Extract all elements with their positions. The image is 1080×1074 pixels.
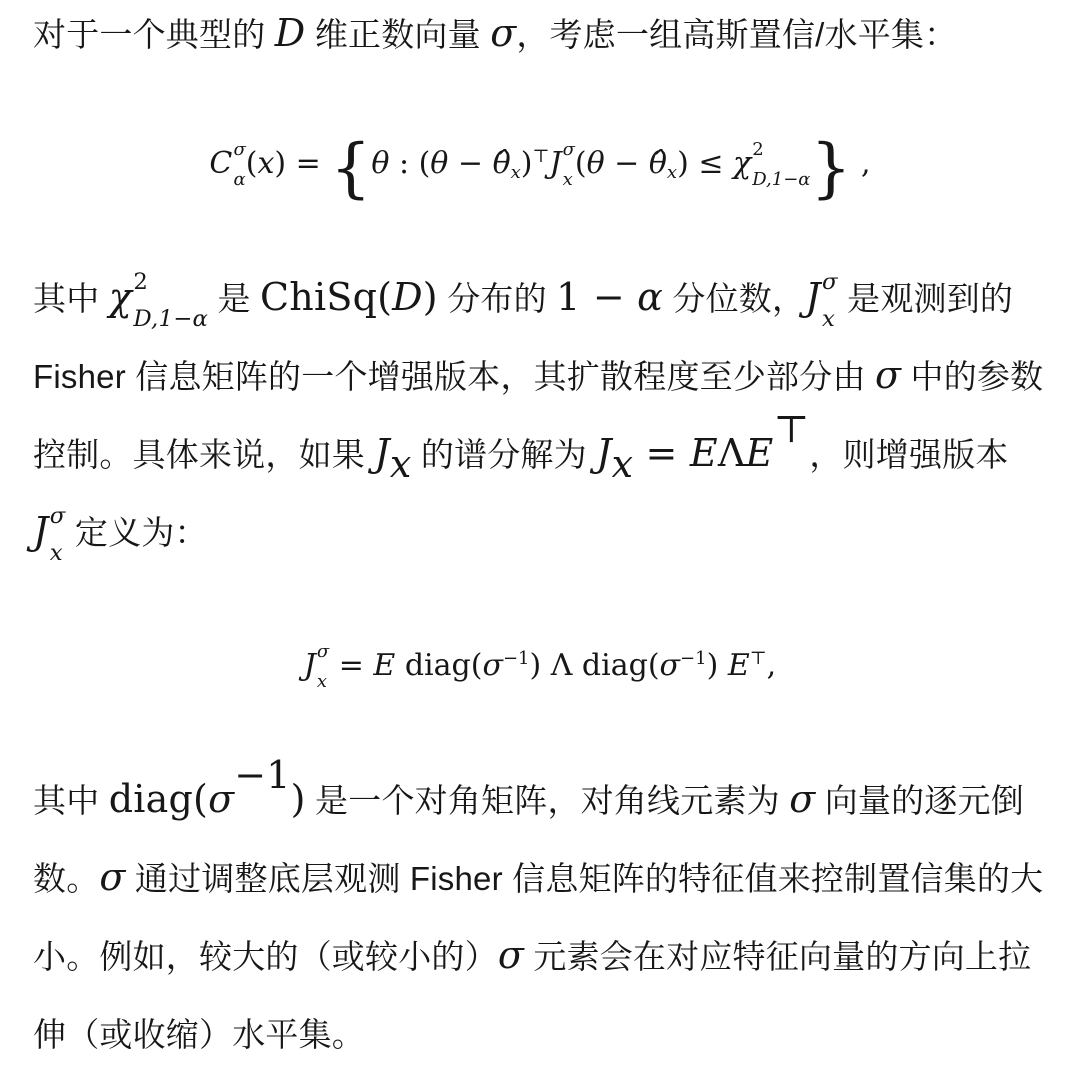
math-superscript: ⊤ bbox=[749, 647, 767, 669]
math-superscript: ⊤ bbox=[773, 407, 810, 452]
math-var: σ bbox=[490, 11, 517, 55]
math-roman: − bbox=[604, 146, 649, 181]
text-run: 是一个对角矩阵，对角线元素为 bbox=[305, 782, 790, 819]
math-superscript: ⊤ bbox=[532, 145, 550, 167]
math-superscript: σ bbox=[822, 268, 838, 295]
math-var: E bbox=[689, 431, 718, 475]
math-var: θ bbox=[430, 146, 449, 181]
math-subscript: x bbox=[510, 162, 521, 184]
text-run: 对于一个典型的 bbox=[33, 16, 275, 53]
text-run: ，则增强版本 bbox=[809, 436, 1009, 473]
math-roman: , bbox=[851, 146, 871, 181]
math-supsub-base: J bbox=[303, 648, 316, 683]
text-run: 分布的 bbox=[437, 280, 557, 317]
math-subscript: x bbox=[49, 540, 63, 567]
math-subscript: x bbox=[316, 670, 328, 692]
math-roman: ) bbox=[422, 275, 438, 319]
math-superscript: σ bbox=[316, 640, 330, 662]
math-roman: ) bbox=[520, 146, 533, 181]
math-roman: : ( bbox=[389, 146, 431, 181]
math-supsub bbox=[108, 268, 209, 333]
math-supsub-base: J bbox=[549, 146, 562, 181]
text-run: 的谱分解为 bbox=[411, 436, 597, 473]
math-var: θ̂ bbox=[492, 146, 511, 181]
math-subscript: D,1−α bbox=[752, 168, 811, 190]
math-supsub-scripts bbox=[752, 140, 810, 190]
math-subscript: x bbox=[389, 441, 412, 486]
math-supsub-base: χ bbox=[733, 146, 752, 181]
display-formula-augmented-fisher bbox=[33, 620, 1047, 712]
math-var: σ bbox=[789, 777, 816, 821]
math-roman: diag( bbox=[108, 777, 209, 821]
math-roman: = bbox=[633, 431, 690, 475]
math-roman: ) bbox=[290, 777, 306, 821]
math-supsub bbox=[33, 502, 66, 567]
display-formula-confidence-set-inner bbox=[209, 130, 871, 206]
math-var: θ̂ bbox=[648, 146, 667, 181]
math-subscript: x bbox=[666, 162, 678, 184]
math-supsub-scripts bbox=[50, 503, 66, 567]
text-run: 其中 bbox=[33, 782, 109, 819]
math-subscript: x bbox=[562, 168, 573, 190]
math-var: σ bbox=[482, 648, 503, 683]
math-supsub-base: χ bbox=[108, 275, 133, 319]
math-roman: = bbox=[329, 648, 374, 683]
math-brace-icon: { bbox=[330, 130, 372, 206]
math-var: D bbox=[274, 11, 306, 55]
math-superscript: 2 bbox=[752, 138, 764, 160]
math-supsub-base: J bbox=[33, 509, 49, 553]
math-roman: ) ≤ bbox=[677, 146, 733, 181]
math-var: σ bbox=[659, 648, 681, 683]
math-superscript: 2 bbox=[133, 268, 149, 295]
math-roman: ( bbox=[245, 146, 258, 181]
math-var: D bbox=[392, 275, 423, 319]
math-brace-icon: } bbox=[810, 130, 852, 206]
math-roman: , bbox=[766, 648, 777, 683]
text-run: 维正数向量 bbox=[305, 16, 491, 53]
text-run: 其中 bbox=[33, 280, 109, 317]
math-supsub-scripts bbox=[233, 140, 245, 190]
math-subscript: α bbox=[233, 168, 246, 190]
math-roman: − bbox=[448, 146, 493, 181]
math-var: E bbox=[745, 431, 774, 475]
text-run: 中的参数控制。具体来说，如果 bbox=[33, 358, 1044, 473]
math-superscript: −1 bbox=[234, 753, 291, 798]
math-var: E bbox=[373, 648, 396, 683]
math-subscript: x bbox=[611, 441, 634, 486]
math-var: J bbox=[596, 431, 612, 475]
math-supsub-scripts bbox=[317, 642, 329, 692]
math-subscript: x bbox=[822, 306, 836, 333]
math-var: θ bbox=[371, 146, 390, 181]
math-superscript: −1 bbox=[502, 647, 530, 669]
math-supsub bbox=[805, 268, 838, 333]
math-var: σ bbox=[875, 353, 902, 397]
math-roman: Λ bbox=[717, 431, 746, 475]
intro-paragraph bbox=[33, 0, 1047, 70]
text-run: ，考虑一组高斯置信/水平集： bbox=[516, 16, 958, 53]
text-run: 定义为： bbox=[65, 514, 208, 551]
math-var: σ bbox=[208, 777, 235, 821]
math-supsub-scripts bbox=[822, 269, 838, 333]
math-roman: ) = bbox=[274, 146, 331, 181]
math-supsub bbox=[209, 138, 246, 190]
display-formula-augmented-fisher-inner bbox=[303, 640, 777, 692]
math-supsub bbox=[549, 138, 575, 190]
math-roman: ChiSq( bbox=[260, 275, 393, 319]
math-var: σ bbox=[497, 933, 524, 977]
math-var: σ bbox=[99, 855, 126, 899]
math-superscript: −1 bbox=[680, 647, 707, 669]
math-roman: ) bbox=[706, 648, 728, 683]
math-superscript: σ bbox=[49, 502, 66, 529]
body-paragraph-diag bbox=[33, 753, 1047, 1074]
math-supsub bbox=[733, 138, 811, 190]
text-run: 是 bbox=[208, 280, 261, 317]
text-run: 向量的逐元倒数。 bbox=[33, 782, 1024, 897]
math-var: E bbox=[727, 648, 750, 683]
math-roman: ) Λ diag( bbox=[529, 648, 660, 683]
math-roman: diag( bbox=[395, 648, 483, 683]
math-supsub bbox=[303, 640, 330, 692]
math-roman: ( bbox=[574, 146, 587, 181]
body-paragraph-fisher bbox=[33, 260, 1047, 572]
math-roman: 1 − bbox=[556, 275, 638, 319]
text-run: 通过调整底层观测 Fisher 信息矩阵的特征值来控制置信集的大小。例如，较大的（或较小的） bbox=[33, 860, 1044, 975]
math-superscript: σ bbox=[562, 138, 575, 160]
math-supsub-base: C bbox=[209, 146, 233, 181]
text-run: 是观测到的 Fisher 信息矩阵的一个增强版本，其扩散程度至少部分由 bbox=[33, 280, 1014, 395]
text-run: 元素会在对应特征向量的方向上拉伸（或收缩）水平集。 bbox=[33, 938, 1032, 1053]
math-var: x bbox=[257, 146, 275, 181]
display-formula-confidence-set bbox=[33, 118, 1047, 210]
math-supsub-scripts bbox=[133, 269, 208, 333]
document-body bbox=[33, 0, 1047, 1074]
math-supsub-base: J bbox=[805, 275, 821, 319]
math-var: J bbox=[374, 431, 390, 475]
math-var: α bbox=[637, 275, 664, 319]
text-run: 分位数， bbox=[663, 280, 806, 317]
math-var: θ bbox=[586, 146, 605, 181]
math-supsub-scripts bbox=[563, 140, 575, 190]
math-subscript: D,1−α bbox=[133, 306, 209, 333]
math-superscript: σ bbox=[233, 138, 246, 160]
